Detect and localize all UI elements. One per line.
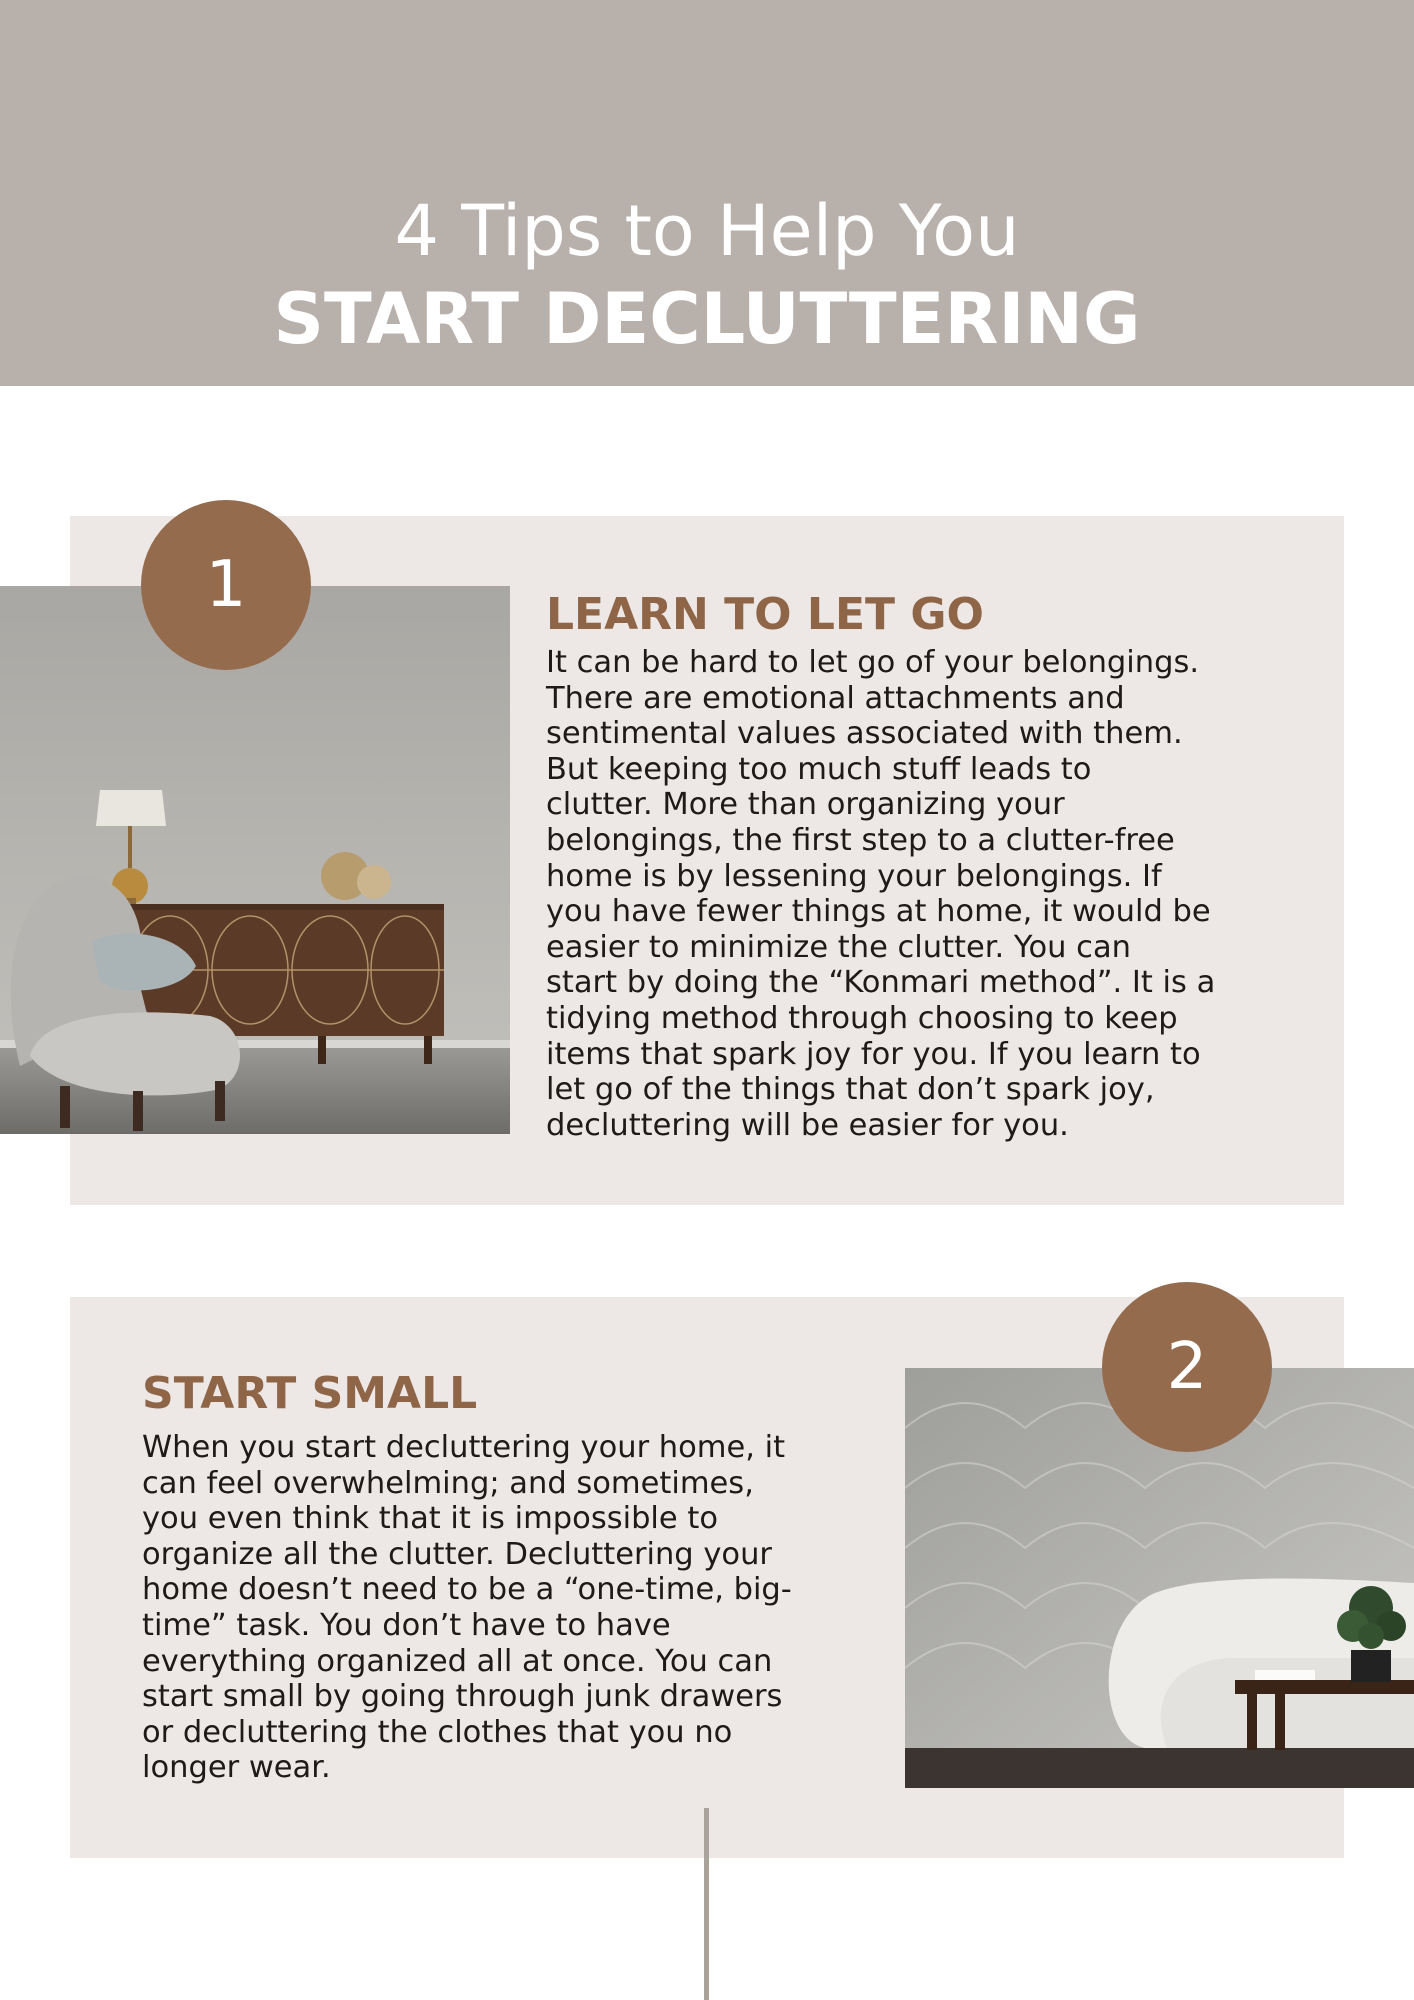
- tip-heading-2: START SMALL: [142, 1368, 478, 1419]
- armchair-dresser-photo: [0, 586, 510, 1134]
- tip-body-2: When you start decluttering your home, it can feel overwhelming; and sometimes, you even think that it is impossible to organize all the clutter. Decluttering your home doesn’t need to be a “one-time, big- time” task. You don’t have to have everything organized all at once. You can start small by going through junk drawers or decluttering the clothes that you no longer wear.: [142, 1430, 792, 1786]
- page-title-line-2: START DECLUTTERING: [273, 277, 1141, 360]
- connector-line: [704, 1808, 709, 2000]
- page-title: [0, 187, 1414, 363]
- page-title-line-1: 4 Tips to Help You: [394, 189, 1020, 272]
- tip-number-badge-2: 2: [1102, 1282, 1272, 1452]
- tip-body-1: It can be hard to let go of your belongings. There are emotional attachments and sentimental values associated with them. But keeping too much stuff leads to clutter. More than organizing your belongings, the first step to a clutter-free home is by lessening your belongings. If you have fewer things at home, it would be easier to minimize the clutter. You can start by doing the “Konmari method”. It is a tidying method through choosing to keep items that spark joy for you. If you learn to let go of the things that don’t spark joy, decluttering will be easier for you.: [546, 645, 1216, 1143]
- tip-heading-1: LEARN TO LET GO: [546, 589, 984, 640]
- tip-number-badge-1: 1: [141, 500, 311, 670]
